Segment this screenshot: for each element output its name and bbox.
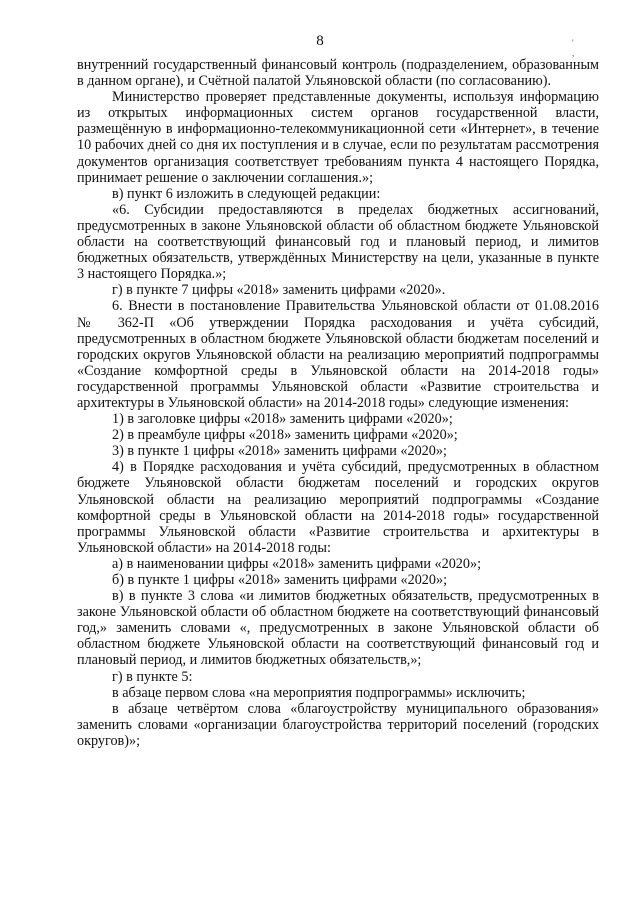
paragraph-ministry-review: Министерство проверяет представленные документы, используя информацию из открытых информационных систем органов государственной власти, размещённую в информационно-телекоммуникационной сети «Интернет», в течение 10 рабочих дней со дня их поступления и в случае, если по результатам рассмотрения документов организация соответствует требованиям пункта 4 настоящего Порядка, принимает решение о заключении соглашения.»; (77, 89, 599, 186)
paragraph-subitem-3: 3) в пункте 1 цифры «2018» заменить цифрами «2020»; (112, 443, 447, 460)
paragraph-first-abzac: в абзаце первом слова «на мероприятия подпрограммы» исключить; (112, 684, 526, 701)
paragraph-subitem-v: в) в пункте 3 слова «и лимитов бюджетных обязательств, предусмотренных в законе Ульяновской области об областном бюджете на соответствующий финансовый год,» заменить словами «, предусмотренных в законе Ульяновской области об областном бюджете Ульяновской области на соответствующий финансовый год и плановый период, и лимитов бюджетных обязательств,»; (77, 588, 599, 669)
body-text (77, 57, 599, 749)
paragraph-section-6: 6. Внести в постановление Правительства Ульяновской области от 01.08.2016 № 362-П «Об утверждении Порядка расходования и учёта субсидий, предусмотренных в областном бюджете Ульяновской области бюджетам поселений и городских округов Ульяновской области на реализацию мероприятий подпрограммы «Создание комфортной среды в Ульяновской области на 2014-2018 годы» государственной программы Ульяновской области «Развитие строительства и архитектуры в Ульяновской области» на 2014-2018 годы» следующие изменения: (77, 298, 599, 411)
paragraph-subitem-4: 4) в Порядке расходования и учёта субсидий, предусмотренных в областном бюджете Ульяновской области бюджетам поселений и городских округов Ульяновской области на реализацию мероприятий подпрограммы «Создание комфортной среды в Ульяновской области на 2014-2018 годы» государственной программы Ульяновской области «Развитие строительства и архитектуры в Ульяновской области» на 2014-2018 годы: (77, 459, 599, 556)
paragraph-point-6-text: «6. Субсидии предоставляются в пределах бюджетных ассигнований, предусмотренных в законе Ульяновской области об областном бюджете Ульяновской области на соответствующий финансовый год и плановый период, и лимитов бюджетных обязательств, утверждённых Министерству на цели, указанные в пункте 3 настоящего Порядка.»; (77, 201, 599, 283)
paragraph-subitem-1: 1) в заголовке цифры «2018» заменить цифрами «2020»; (112, 411, 453, 428)
paragraph-fourth-abzac: в абзаце четвёртом слова «благоустройству муниципального образования» заменить словами «организации благоустройства территорий поселений (городских округов)»; (77, 700, 599, 749)
paragraph-continuation: внутренний государственный финансовый контроль (подразделением, образованным в данном органе), и Счётной палатой Ульяновской области (по согласованию). (77, 57, 599, 90)
paragraph-item-v: в) пункт 6 изложить в следующей редакции: (112, 185, 381, 202)
paragraph-subitem-a: а) в наименовании цифры «2018» заменить цифрами «2020»; (112, 555, 482, 572)
paragraph-item-g: г) в пункте 7 цифры «2018» заменить цифрами «2020». (112, 282, 446, 299)
paragraph-subitem-g: г) в пункте 5: (112, 668, 193, 685)
paragraph-subitem-2: 2) в преамбуле цифры «2018» заменить цифрами «2020»; (112, 427, 458, 444)
scan-marks: ' , (572, 38, 597, 58)
page-number: 8 (316, 33, 324, 49)
paragraph-subitem-b: б) в пункте 1 цифры «2018» заменить цифрами «2020»; (112, 572, 448, 588)
